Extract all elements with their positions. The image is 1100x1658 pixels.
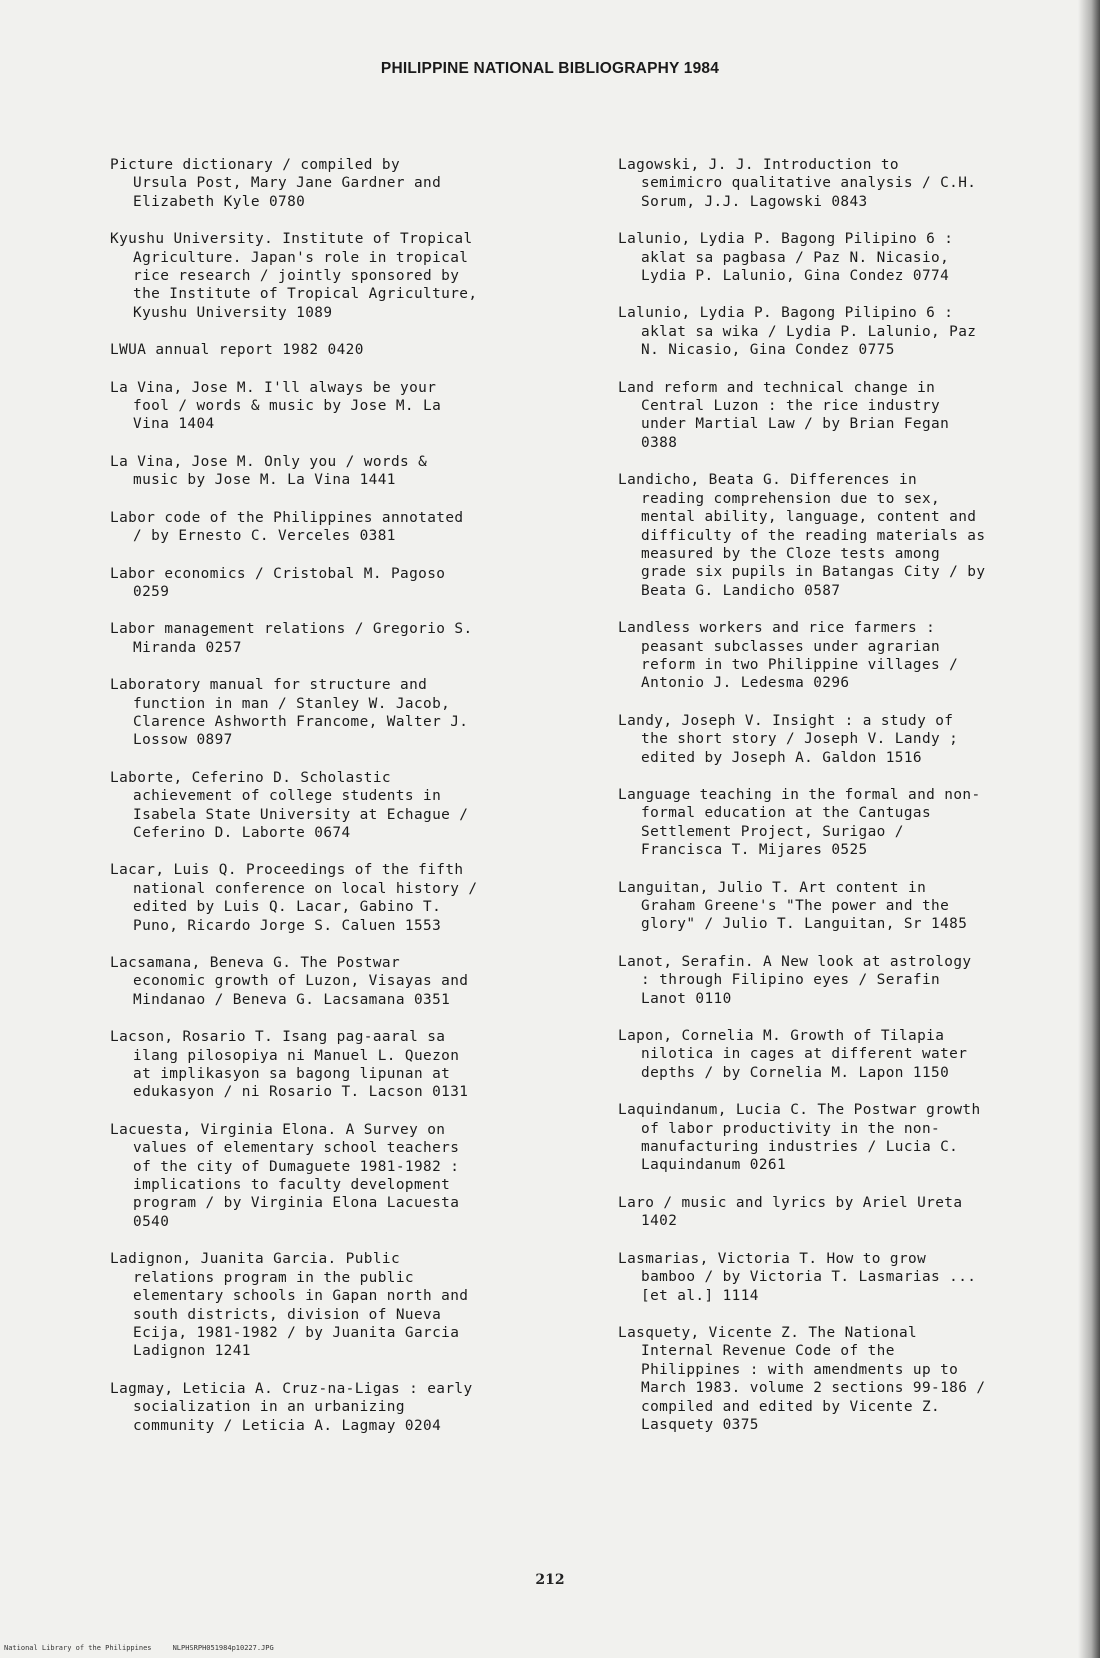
bibliography-entry: Lacson, Rosario T. Isang pag-aaral sa ilang pilosopiya ni Manuel L. Quezon at implikasyon sa bagong lipunan at edukasyon / ni Rosario T. Lacson 0131 — [110, 1029, 469, 1101]
bibliography-entry: Labor code of the Philippines annotated / by Ernesto C. Verceles 0381 — [110, 509, 464, 545]
bibliography-entry: Languitan, Julio T. Art content in Graham Greene's "The power and the glory" / Julio T. Languitan, Sr 1485 — [618, 879, 968, 933]
scan-credit-footer: National Library of the Philippines NLPHSRPH051984p10227.JPG — [4, 1644, 274, 1652]
bibliography-entry: Kyushu University. Institute of Tropical Agriculture. Japan's role in tropical rice research / jointly sponsored by the Institute of Tropical Agriculture, Kyushu University 1089 — [110, 231, 478, 321]
bibliography-entry: Picture dictionary / compiled by Ursula Post, Mary Jane Gardner and Elizabeth Kyle 0780 — [110, 157, 442, 210]
bibliography-entry: Landicho, Beata G. Differences in reading comprehension due to sex, mental ability, language, content and difficulty of the reading materials as measured by the Cloze tests among grade six pupils in Batangas City / by Beata G. Landicho 0587 — [618, 472, 986, 599]
bibliography-entry: Landless workers and rice farmers : peasant subclasses under agrarian reform in two Philippine villages / Antonio J. Ledesma 0296 — [618, 620, 959, 692]
bibliography-entry: Lapon, Cornelia M. Growth of Tilapia nilotica in cages at different water depths / by Cornelia M. Lapon 1150 — [618, 1028, 968, 1081]
bibliography-entry: Land reform and technical change in Central Luzon : the rice industry under Martial Law / by Brian Fegan 0388 — [618, 379, 950, 451]
page-title: PHILIPPINE NATIONAL BIBLIOGRAPHY 1984 — [380, 60, 720, 77]
bibliography-entry: LWUA annual report 1982 0420 — [110, 342, 364, 359]
bibliography-entry: Lacsamana, Beneva G. The Postwar economic growth of Luzon, Visayas and Mindanao / Beneva G. Lacsamana 0351 — [110, 955, 469, 1008]
page-edge-shadow — [1078, 0, 1100, 1658]
bibliography-entry: Lacar, Luis Q. Proceedings of the fifth national conference on local history / edited by Luis Q. Lacar, Gabino T. Puno, Ricardo Jorge S. Caluen 1553 — [110, 862, 478, 934]
bibliography-entry: Labor management relations / Gregorio S. Miranda 0257 — [110, 621, 473, 656]
bibliography-entry: Lasmarias, Victoria T. How to grow bamboo / by Victoria T. Lasmarias ... [et al.] 1114 — [618, 1250, 977, 1304]
bibliography-entry: Lanot, Serafin. A New look at astrology : through Filipino eyes / Serafin Lanot 0110 — [618, 953, 972, 1007]
bibliography-entry: Ladignon, Juanita Garcia. Public relations program in the public elementary schools in Gapan north and south districts, division of Nueva Ecija, 1981-1982 / by Juanita Garcia Ladignon 1241 — [110, 1251, 469, 1360]
bibliography-entry: Language teaching in the formal and non- formal education at the Cantugas Settlement Project, Surigao / Francisca T. Mijares 0525 — [618, 786, 981, 859]
bibliography-entry: Lalunio, Lydia P. Bagong Pilipino 6 : aklat sa wika / Lydia P. Lalunio, Paz N. Nicasio, Gina Condez 0775 — [618, 305, 977, 359]
bibliography-entry: Laboratory manual for structure and function in man / Stanley W. Jacob, Clarence Ashworth Francome, Walter J. Lossow 0897 — [110, 677, 469, 749]
left-column — [110, 156, 580, 1454]
page-number: 212 — [535, 1572, 565, 1588]
bibliography-entry: Laro / music and lyrics by Ariel Ureta 1402 — [618, 1194, 963, 1230]
bibliography-entry: Labor economics / Cristobal M. Pagoso 0259 — [110, 565, 446, 600]
bibliography-entry: Landy, Joseph V. Insight : a study of the short story / Joseph V. Landy ; edited by Joseph A. Galdon 1516 — [618, 712, 959, 766]
bibliography-entry: La Vina, Jose M. I'll always be your fool / words & music by Jose M. La Vina 1404 — [110, 379, 442, 433]
bibliography-entry: Lalunio, Lydia P. Bagong Pilipino 6 : aklat sa pagbasa / Paz N. Nicasio, Lydia P. Lalunio, Gina Condez 0774 — [618, 231, 954, 285]
bibliography-entry: Lasquety, Vicente Z. The National Internal Revenue Code of the Philippines : with amendments up to March 1983. volume 2 sections 99-186 / compiled and edited by Vicente Z. Lasquety 0375 — [618, 1324, 986, 1433]
right-column — [618, 156, 1078, 1453]
bibliography-entry: Lagmay, Leticia A. Cruz-na-Ligas : early socialization in an urbanizing community / Leticia A. Lagmay 0204 — [110, 1380, 473, 1434]
bibliography-entry: Laquindanum, Lucia C. The Postwar growth of labor productivity in the non- manufacturing industries / Lucia C. Laquindanum 0261 — [618, 1102, 981, 1174]
bibliography-entry: La Vina, Jose M. Only you / words & music by Jose M. La Vina 1441 — [110, 453, 428, 489]
bibliography-entry: Lacuesta, Virginia Elona. A Survey on values of elementary school teachers of the city of Dumaguete 1981-1982 : implications to faculty development program / by Virginia Elona Lacuesta 0540 — [110, 1121, 460, 1230]
bibliography-entry: Laborte, Ceferino D. Scholastic achievement of college students in Isabela State University at Echague / Ceferino D. Laborte 0674 — [110, 769, 469, 841]
bibliography-entry: Lagowski, J. J. Introduction to semimicro qualitative analysis / C.H. Sorum, J.J. Lagowski 0843 — [618, 157, 977, 210]
